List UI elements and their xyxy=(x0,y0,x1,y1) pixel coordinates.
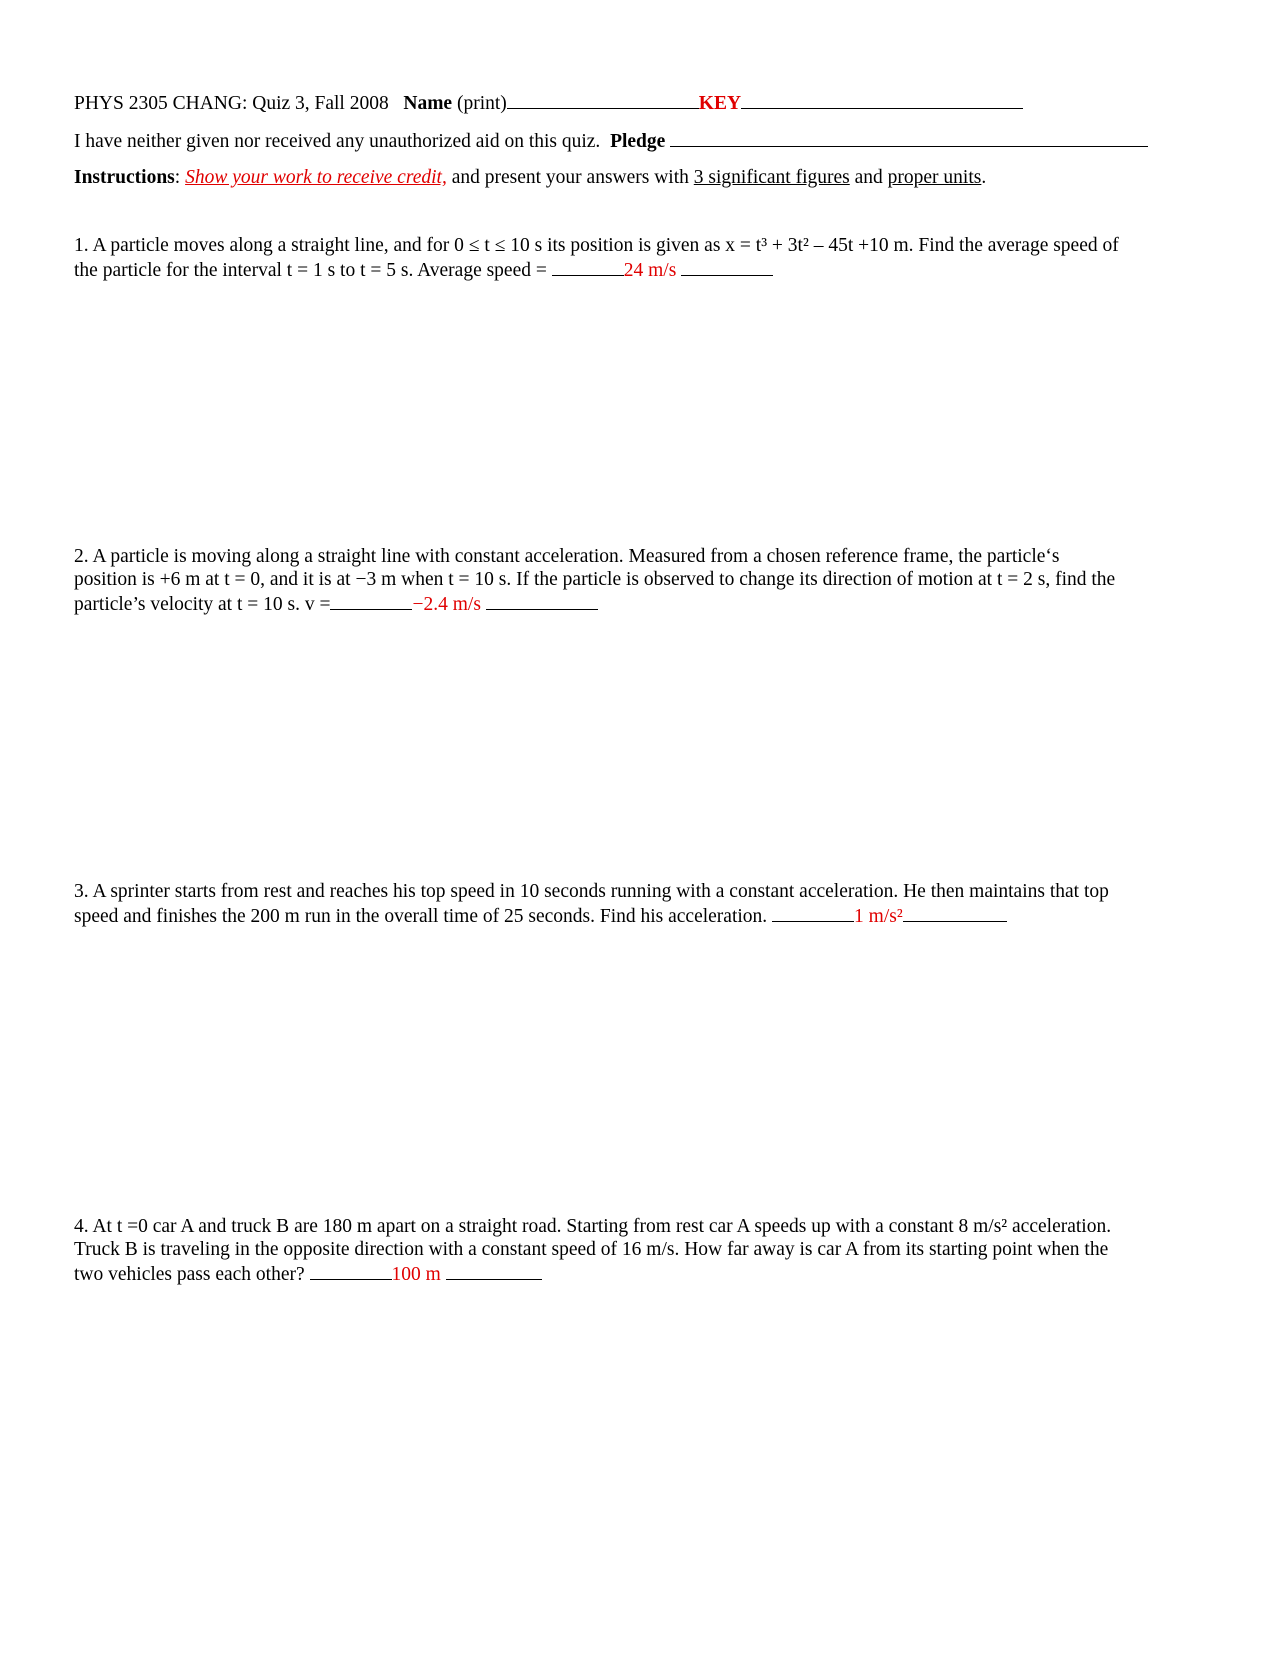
question-1-text-1: A particle moves along a straight line, and for 0 ≤ t ≤ 10 s its position is given as x = t³ + 3t² – 45t +10 m. Find the average speed of xyxy=(92,235,1119,256)
answer-4-rule-left xyxy=(310,1261,392,1280)
question-3-line-1 xyxy=(74,880,1194,903)
instructions-emphasis: Show your work to receive credit, xyxy=(185,167,447,188)
course-title: PHYS 2305 CHANG: Quiz 3, Fall 2008 xyxy=(74,93,389,114)
pledge-text: I have neither given nor received any unauthorized aid on this quiz. xyxy=(74,131,601,152)
question-2-line-1 xyxy=(74,545,1194,568)
pledge-label: Pledge xyxy=(610,131,666,152)
name-label: Name xyxy=(403,93,453,114)
question-1-number: 1. xyxy=(74,235,89,256)
question-3 xyxy=(74,880,1194,928)
instructions-line: Instructions: Show your work to receive credit, and present your answers with 3 significant figures and proper units. xyxy=(74,167,987,188)
question-4-line-1 xyxy=(74,1215,1194,1238)
question-3-line-2 xyxy=(74,903,1194,928)
question-2-line-3 xyxy=(74,591,1194,616)
question-4-number: 4. xyxy=(74,1216,89,1237)
question-4 xyxy=(74,1215,1194,1286)
answer-1-rule-right xyxy=(681,257,773,276)
question-4-text-2: Truck B is traveling in the opposite direction with a constant speed of 16 m/s. How far away is car A from its starting point when the xyxy=(74,1239,1109,1260)
answer-4-rule-right xyxy=(446,1261,542,1280)
question-3-number: 3. xyxy=(74,881,89,902)
answer-1: 24 m/s xyxy=(623,260,677,281)
question-2-text-2: position is +6 m at t = 0, and it is at −3 m when t = 10 s. If the particle is observed to change its direction of motion at t = 2 s, find the xyxy=(74,569,1116,590)
question-1-text-2: the particle for the interval t = 1 s to t = 5 s. Average speed = xyxy=(74,260,547,281)
question-1-line-2 xyxy=(74,257,1194,282)
question-2 xyxy=(74,545,1194,616)
question-2-text-1: A particle is moving along a straight line with constant acceleration. Measured from a chosen reference frame, the particle‘s xyxy=(92,546,1060,567)
question-2-line-2 xyxy=(74,568,1194,591)
pledge-signature-field[interactable] xyxy=(670,128,1148,147)
answer-4: 100 m xyxy=(391,1264,441,1285)
answer-2-rule-left xyxy=(330,591,412,610)
question-3-text-2: speed and finishes the 200 m run in the overall time of 25 seconds. Find his acceleration. xyxy=(74,906,768,927)
name-rule-left xyxy=(507,90,699,109)
question-3-text-1: A sprinter starts from rest and reaches his top speed in 10 seconds running with a constant acceleration. He then maintains that top xyxy=(92,881,1109,902)
question-1-line-1 xyxy=(74,234,1194,257)
and-word: and xyxy=(854,167,883,188)
answer-2-rule-right xyxy=(486,591,598,610)
pledge-line xyxy=(74,128,1148,153)
question-1 xyxy=(74,234,1194,282)
quiz-header-line xyxy=(74,90,1023,115)
sig-figs-requirement: 3 significant figures xyxy=(693,167,850,188)
name-suffix: (print) xyxy=(456,93,507,114)
units-requirement: proper units xyxy=(887,167,982,188)
name-rule-right xyxy=(741,90,1023,109)
answer-3-rule-right xyxy=(903,903,1007,922)
answer-3: 1 m/s² xyxy=(854,906,903,927)
question-4-text-1: At t =0 car A and truck B are 180 m apart on a straight road. Starting from rest car A speeds up with a constant 8 m/s² acceleration. xyxy=(92,1216,1112,1237)
answer-1-rule-left xyxy=(552,257,624,276)
answer-3-rule-left xyxy=(772,903,854,922)
question-4-line-2 xyxy=(74,1238,1194,1261)
name-value: KEY xyxy=(698,93,742,114)
question-2-text-3: particle’s velocity at t = 10 s. v = xyxy=(74,594,331,615)
instructions-middle: and present your answers with xyxy=(451,167,689,188)
question-2-number: 2. xyxy=(74,546,89,567)
question-4-text-3: two vehicles pass each other? xyxy=(74,1264,305,1285)
answer-2: −2.4 m/s xyxy=(412,594,481,615)
question-4-line-3 xyxy=(74,1261,1194,1286)
instructions-period: . xyxy=(981,167,987,188)
instructions-label: Instructions xyxy=(74,167,175,188)
